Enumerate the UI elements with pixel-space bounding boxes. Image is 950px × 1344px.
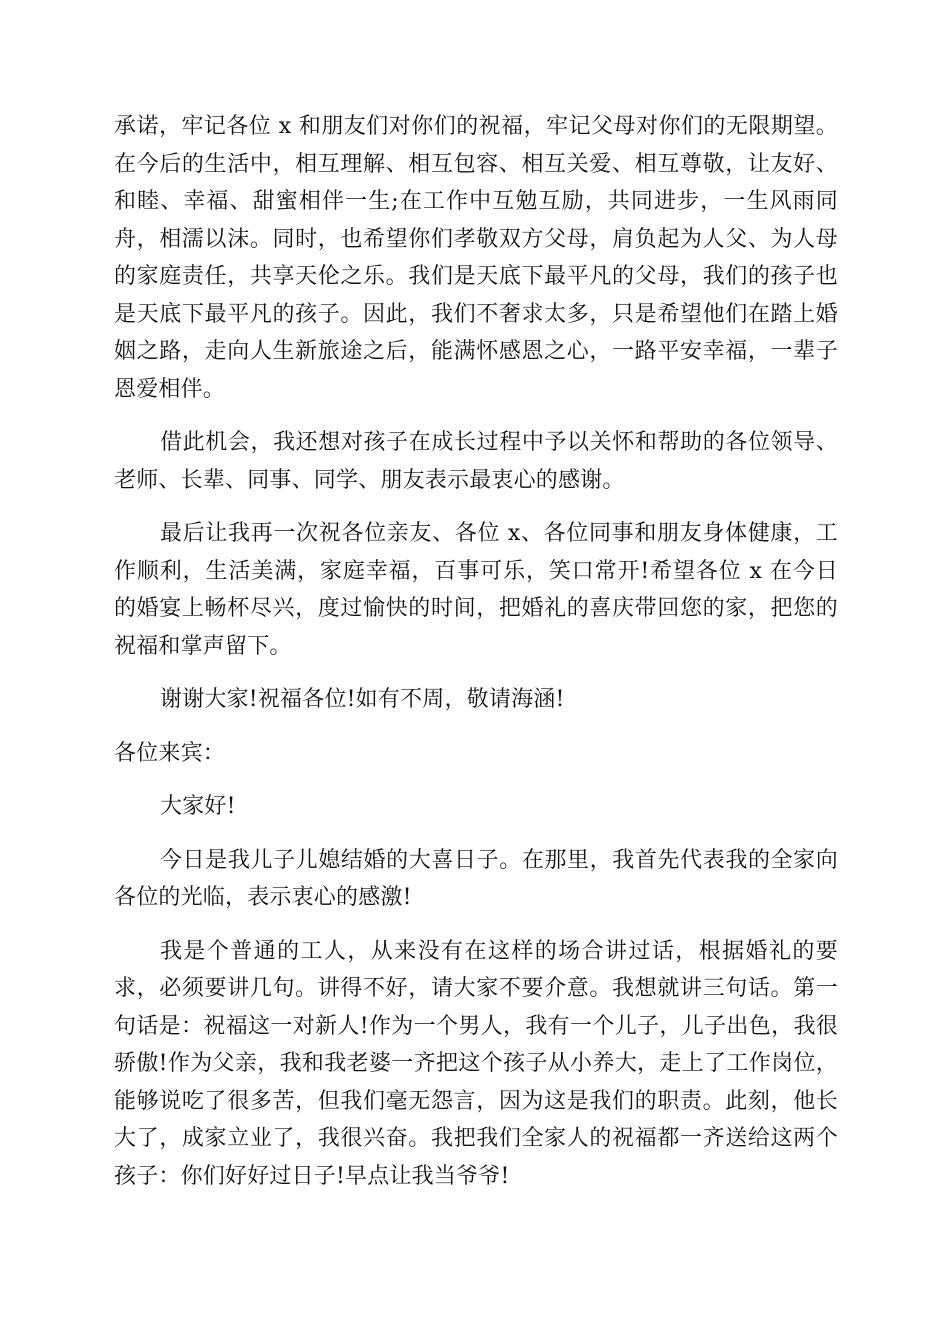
paragraph-continuation: 承诺，牢记各位 x 和朋友们对你们的祝福，牢记父母对你们的无限期望。在今后的生活中，相互理解、相互包容、相互关爱、相互尊敬，让友好、和睦、幸福、甜蜜相伴一生;在工作中互勉互励，共同进步，一生风雨同舟，相濡以沫。同时，也希望你们孝敬双方父母，肩负起为人父、为人母的家庭责任，共享天伦之乐。我们是天底下最平凡的父母，我们的孩子也是天底下最平凡的孩子。因此，我们不奢求太多，只是希望他们在踏上婚姻之路，走向人生新旅途之后，能满怀感恩之心，一路平安幸福，一辈子恩爱相伴。: [114, 114, 838, 402]
paragraph-speech: 我是个普通的工人，从来没有在这样的场合讲过话，根据婚礼的要求，必须要讲几句。讲得不好，请大家不要介意。我想就讲三句话。第一句话是：祝福这一对新人!作为一个男人，我有一个儿子，儿子出色，我很骄傲!作为父亲，我和我老婆一齐把这个孩子从小养大，走上了工作岗位，能够说吃了很多苦，但我们毫无怨言，因为这是我们的职责。此刻，他长大了，成家立业了，我很兴奋。我把我们全家人的祝福都一齐送给这两个孩子：你们好好过日子!早点让我当爷爷!: [114, 938, 838, 1189]
paragraph-closing-thanks: 谢谢大家!祝福各位!如有不周，敬请海涵!: [160, 687, 565, 712]
paragraph-thanks-helpers: 借此机会，我还想对孩子在成长过程中予以关怀和帮助的各位领导、老师、长辈、同事、同学、朋友表示最衷心的感谢。: [114, 430, 838, 493]
document-body: [114, 108, 838, 1195]
salutation: 各位来宾：: [114, 740, 226, 766]
greeting: 大家好!: [160, 794, 236, 819]
paragraph-wedding-day: 今日是我儿子儿媳结婚的大喜日子。在那里，我首先代表我的全家向各位的光临，表示衷心的感激!: [114, 847, 838, 910]
paragraph-final-wishes: 最后让我再一次祝各位亲友、各位 x、各位同事和朋友身体健康，工作顺利，生活美满，家庭幸福，百事可乐，笑口常开!希望各位 x 在今日的婚宴上畅杯尽兴，度过愉快的时间，把婚礼的喜庆带回您的家，把您的祝福和掌声留下。: [114, 521, 838, 659]
